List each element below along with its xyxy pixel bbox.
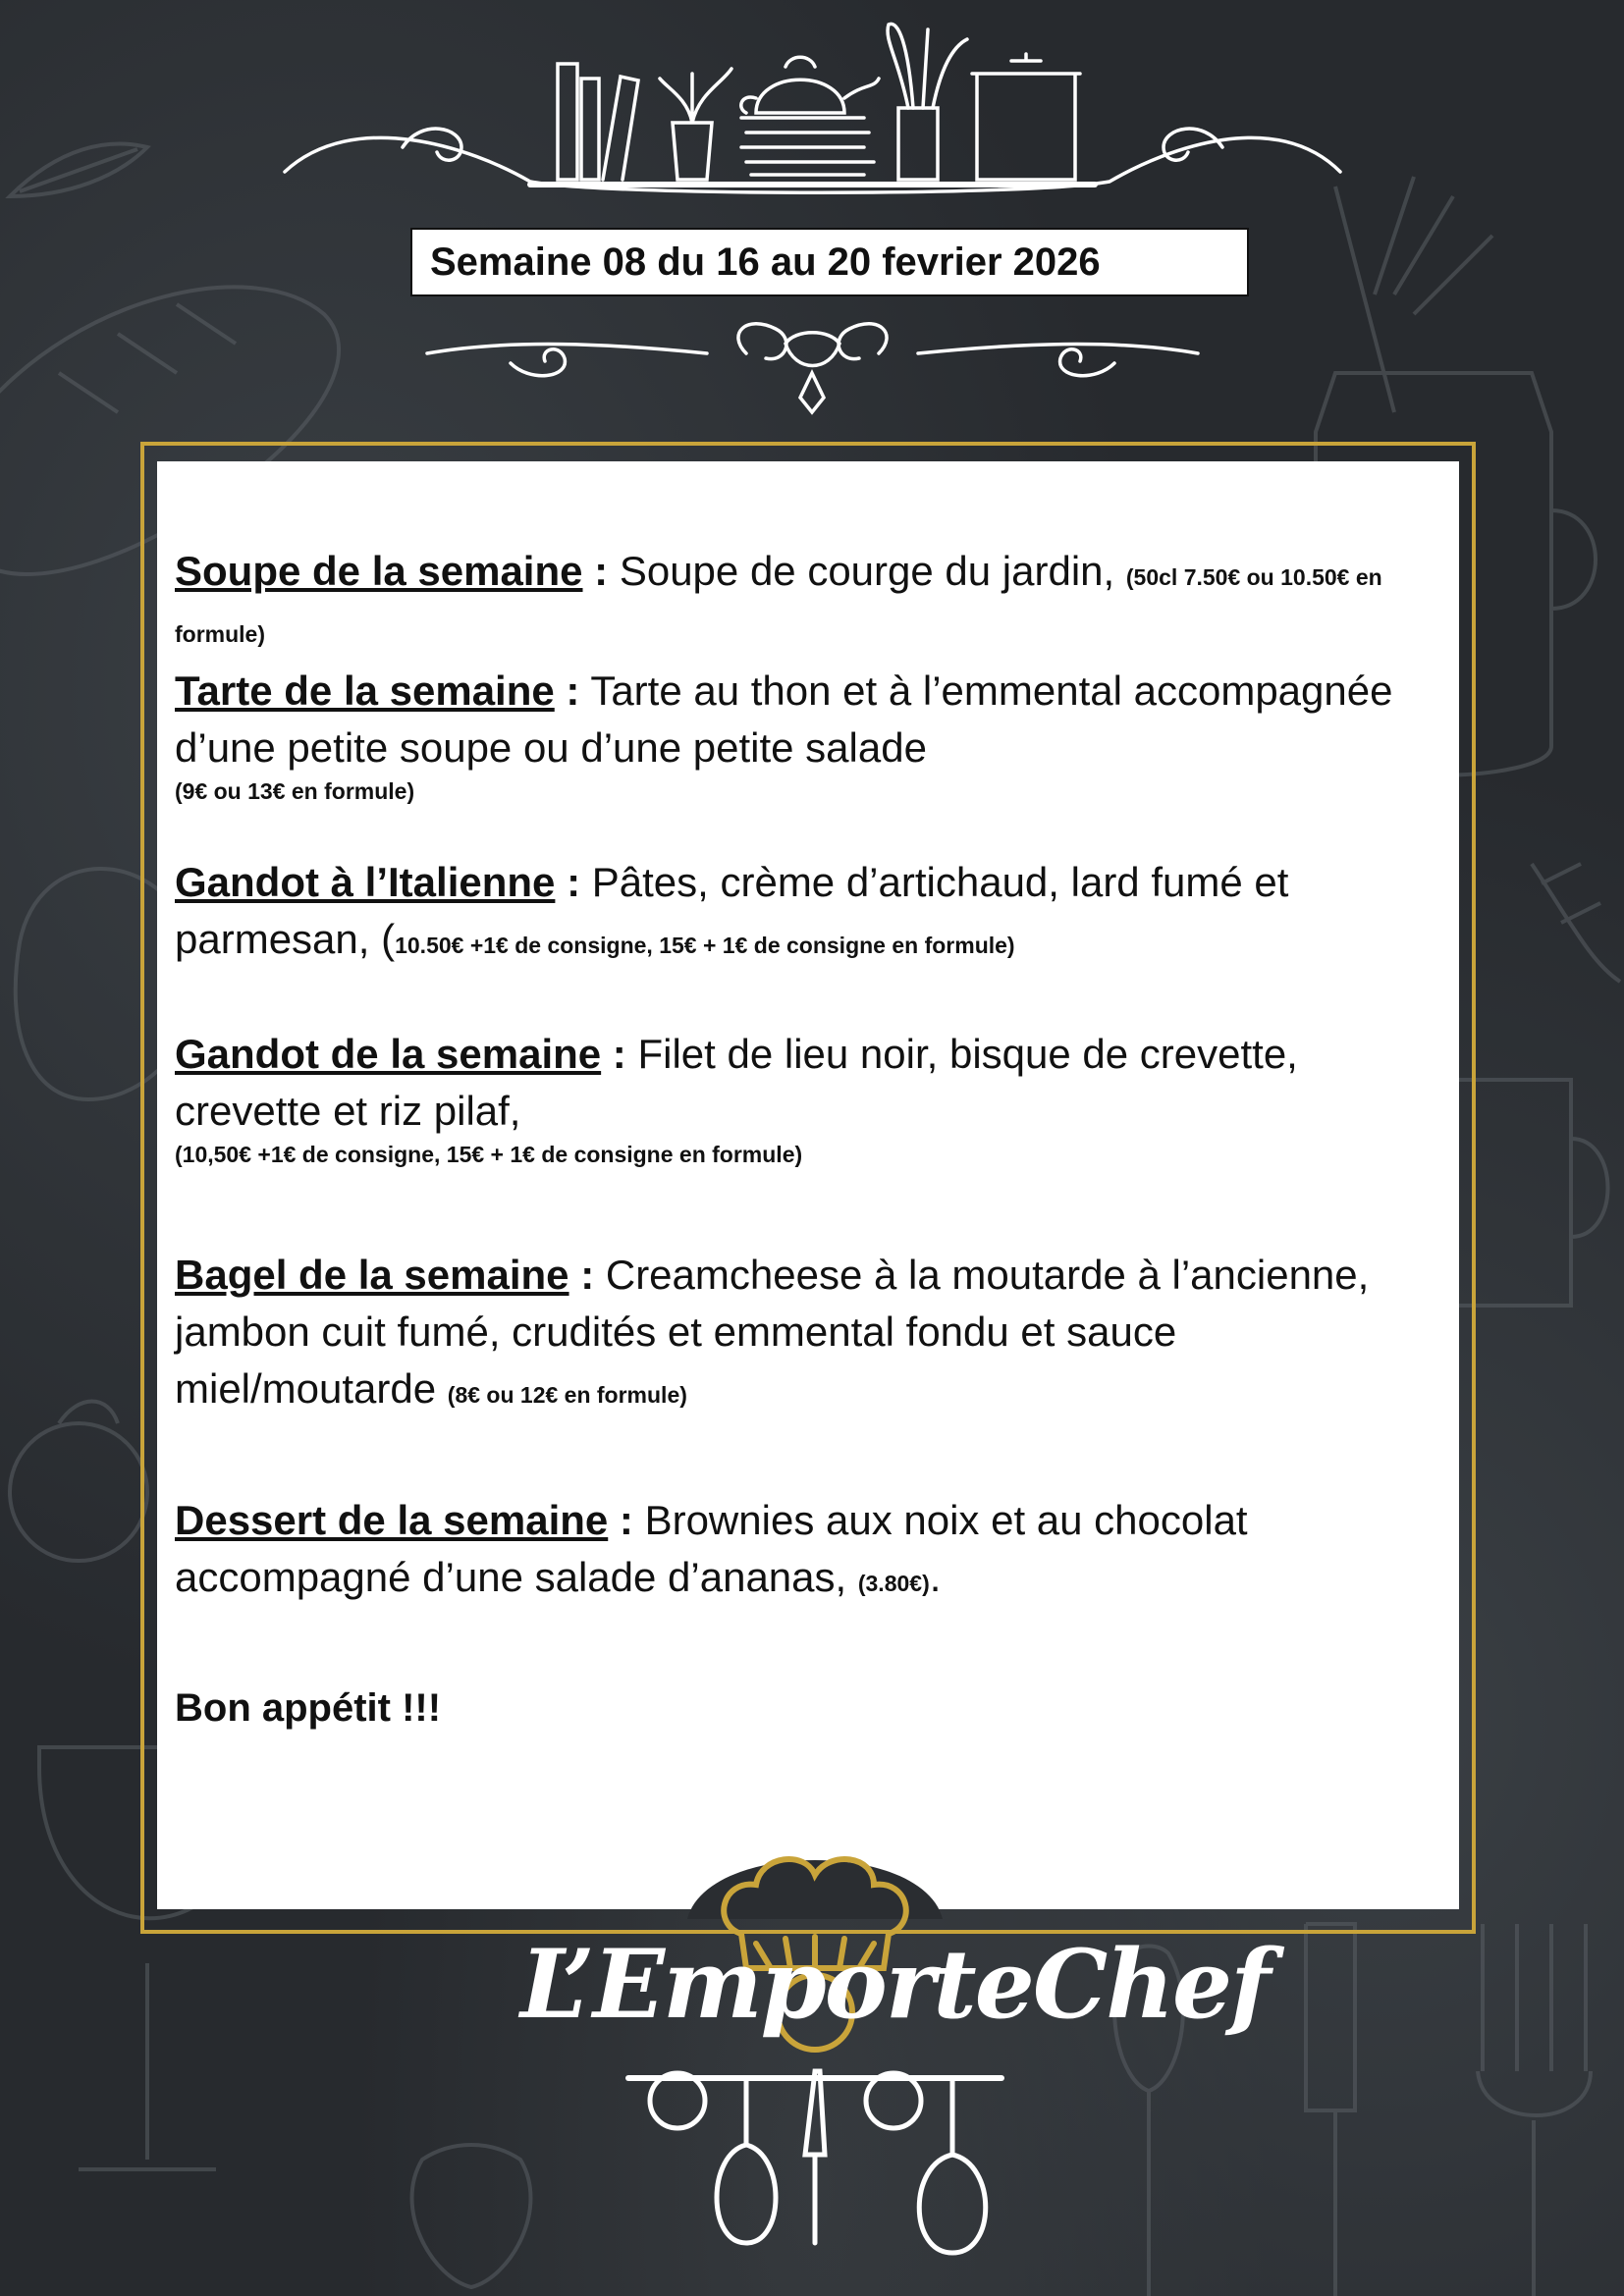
- brand-logo-art: [461, 1831, 1270, 2296]
- kitchen-utensils-icon: [461, 2071, 1168, 2253]
- item-description: Pâtes, crème d’artichaud, lard fumé et parmesan, (: [175, 859, 1289, 962]
- item-colon: :: [555, 859, 581, 905]
- item-price: (8€ ou 12€ en formule): [447, 1382, 687, 1408]
- item-description: Filet de lieu noir, bisque de crevette, crevette et riz pilaf,: [175, 1031, 1298, 1134]
- item-description: Creamcheese à la moutarde à l’ancienne, jambon cuit fumé, crudités et emmental fondu et sauce miel/moutarde: [175, 1252, 1370, 1412]
- fork-illustration: [1478, 1924, 1591, 2296]
- item-suffix: .: [929, 1554, 942, 1600]
- item-price: (3.80€): [857, 1571, 930, 1596]
- menu-item-gandot-italienne: [175, 854, 1436, 968]
- item-colon: :: [601, 1031, 626, 1077]
- stock-pot-illustration: [972, 54, 1080, 180]
- item-colon: :: [554, 667, 580, 714]
- item-price: 10.50€ +1€ de consigne, 15€ + 1€ de consigne en formule): [395, 933, 1015, 958]
- teapot-illustration: [741, 57, 879, 113]
- scroll-ornament: [427, 345, 1198, 353]
- item-price: (10,50€ +1€ de consigne, 15€ + 1€ de consigne en formule): [175, 1142, 803, 1167]
- menu-item-dessert: [175, 1492, 1436, 1606]
- books-illustration: [558, 64, 577, 180]
- item-price: (50cl 7.50€ ou 10.50€ en formule): [175, 564, 1382, 647]
- item-description: Brownies aux noix et au chocolat accompagné d’une salade d’ananas,: [175, 1497, 1248, 1600]
- brand-logo-text: L’EmporteChef: [520, 1929, 1270, 2040]
- menu-item-soup: [175, 543, 1436, 657]
- knife-illustration: [1306, 1924, 1355, 2296]
- menu-item-gandot-semaine: [175, 1026, 1436, 1169]
- item-description: Soupe de courge du jardin,: [608, 548, 1126, 594]
- item-price: (9€ ou 13€ en formule): [175, 778, 415, 804]
- header-shelf-illustration: [0, 0, 1624, 452]
- tomato-illustration: [10, 1423, 147, 1561]
- item-description: Tarte au thon et à l’emmental accompagnée d’une petite soupe ou d’une petite salade: [175, 667, 1393, 771]
- item-title: Soupe de la semaine: [175, 548, 583, 594]
- item-title: Bagel de la semaine: [175, 1252, 569, 1298]
- closing-message: Bon appétit !!!: [175, 1686, 442, 1730]
- item-colon: :: [568, 1252, 595, 1298]
- item-title: Dessert de la semaine: [175, 1497, 609, 1543]
- plates-illustration: [741, 118, 874, 175]
- menu-item-tart: [175, 663, 1436, 806]
- item-title: Gandot de la semaine: [175, 1031, 602, 1077]
- item-colon: :: [582, 548, 609, 594]
- week-label: Semaine 08 du 16 au 20 fevrier 2026: [430, 240, 1101, 284]
- plant-illustration: [660, 69, 731, 180]
- utensil-jar-illustration: [898, 108, 938, 180]
- item-colon: :: [608, 1497, 633, 1543]
- item-title: Tarte de la semaine: [175, 667, 555, 714]
- menu-item-bagel: [175, 1247, 1436, 1417]
- item-title: Gandot à l’Italienne: [175, 859, 556, 905]
